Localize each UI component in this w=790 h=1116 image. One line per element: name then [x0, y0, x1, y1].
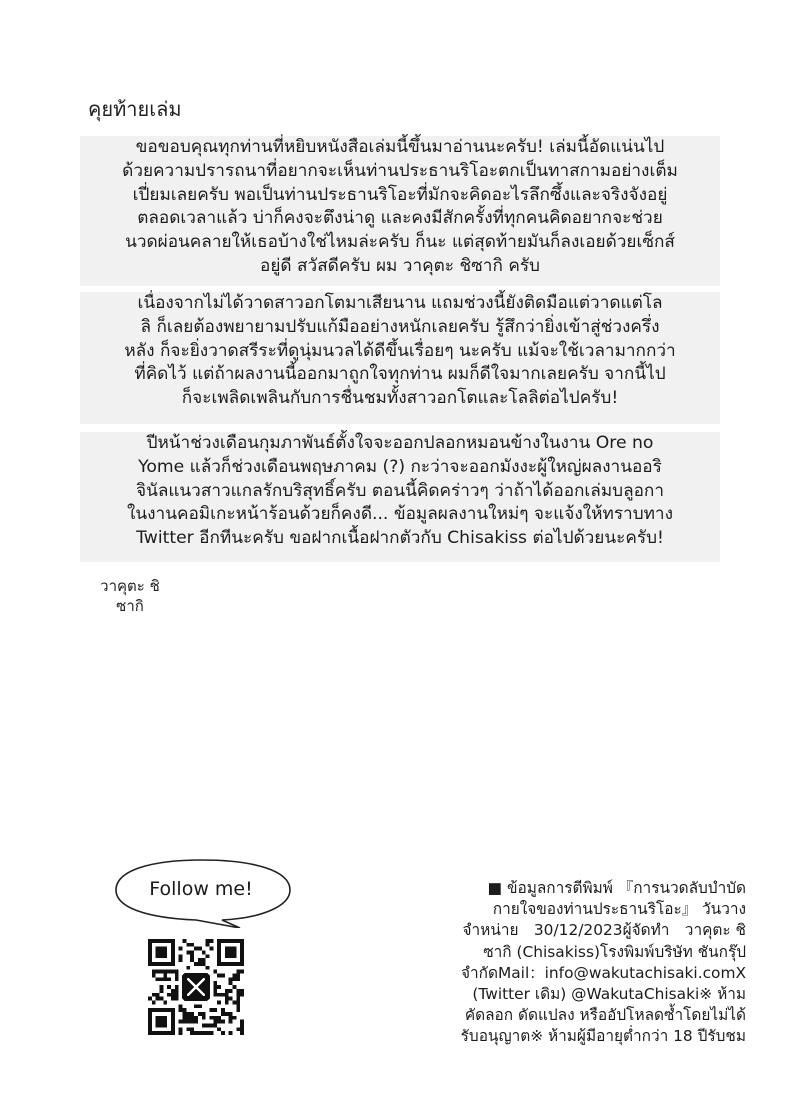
publication-info: ■ ข้อมูลการตีพิมพ์ 『การนวดลับบำบัด กายใจของท่านประธานริโอะ』 วันวาง จำหน่าย 30/12/2023ผู้จัดทำ วาคุตะ ชิ ซากิ (Chisakiss)โรงพิมพ์บริษัท ชันกรุ๊ป จำกัดMail：info@wakutachisaki.comX (Twitter เดิม) @WakutaChisaki※ ห้าม คัดลอก ดัดแปลง หรืออัปโหลดซ้ำโดยไม่ได้ รับอนุญาต※ ห้ามผู้มีอายุต่ำกว่า 18 ปีรับชม [460, 879, 746, 1046]
speech-bubble [112, 856, 296, 928]
afterword-paragraph-2: เนื่องจากไม่ได้วาดสาวอกโตมาเสียนาน แถมช่วงนี้ยังติดมือแต่วาดแต่โล ลิ ก็เลยต้องพยายามปรับแก้มืออย่างหนักเลยครับ รู้สึกว่ายิ่งเข้าสู่ช่วงครึ่ง หลัง ก็จะยิ่งวาดสรีระที่ดูนุ่มนวลได้ดีขึ้นเรื่อยๆ นะครับ แม้จะใช้เวลามากกว่า ที่คิดไว้ แต่ถ้าผลงานนี้ออกมาถูกใจทุกท่าน ผมก็ดีใจมากเลยครับ จากนี้ไป ก็จะเพลิดเพลินกับการชื่นชมทั้งสาวอกโตและโลลิต่อไปครับ! [80, 292, 720, 424]
afterword-title: คุยท้ายเล่ม [88, 97, 182, 121]
afterword-paragraph-3: ปีหน้าช่วงเดือนกุมภาพันธ์ตั้งใจจะออกปลอกหมอนข้างในงาน Ore no Yome แล้วก็ช่วงเดือนพฤษภาคม (?) กะว่าจะออกมังงะผู้ใหญ่ผลงานออริ จินัลแนวสาวแกลรักบริสุทธิ์ครับ ตอนนี้คิดคร่าวๆ ว่าถ้าได้ออกเล่มบลูอกา ในงานคอมิเกะหน้าร้อนด้วยก็คงดี... ข้อมูลผลงานใหม่ๆ จะแจ้งให้ทราบทาง Twitter อีกทีนะครับ ขอฝากเนื้อฝากตัวกับ Chisakiss ต่อไปด้วยนะครับ! [80, 432, 720, 562]
qr-code[interactable] [148, 939, 244, 1035]
afterword-paragraph-1: ขอขอบคุณทุกท่านที่หยิบหนังสือเล่มนี้ขึ้นมาอ่านนะครับ! เล่มนี้อัดแน่นไป ด้วยความปรารถนาที่อยากจะเห็นท่านประธานริโอะตกเป็นทาสกามอย่างเต็ม เปี่ยมเลยครับ พอเป็นท่านประธานริโอะที่มักจะคิดอะไรลึกซึ้งและจริงจังอยู่ ตลอดเวลาแล้ว บ่าก็คงจะตึงน่าดู และคงมีสักครั้งที่ทุกคนคิดอยากจะช่วย นวดผ่อนคลายให้เธอบ้างใช่ไหมล่ะครับ ก็นะ แต่สุดท้ายมันก็ลงเอยด้วยเซ็กส์ อยู่ดี สวัสดีครับ ผม วาคุตะ ชิซากิ ครับ [80, 136, 720, 286]
follow-me-label: Follow me! [149, 878, 253, 900]
author-signature: วาคุตะ ชิ ซากิ [100, 577, 160, 615]
